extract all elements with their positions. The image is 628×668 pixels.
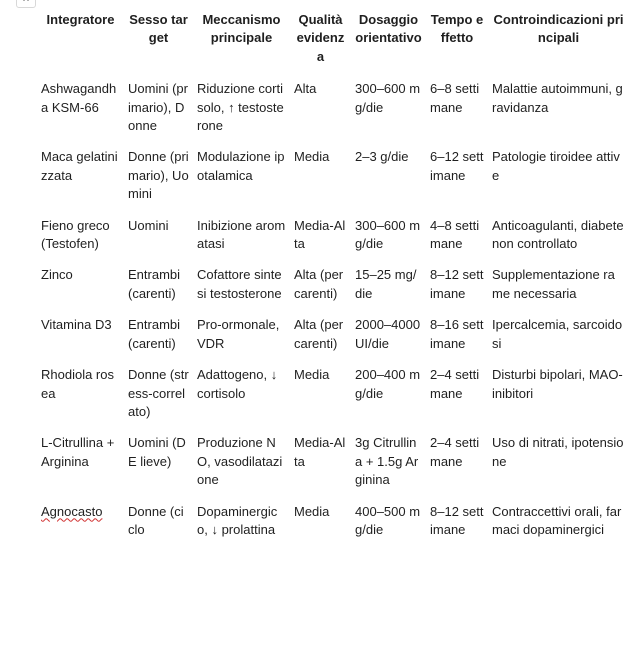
header-integratore: Integratore <box>46 12 115 27</box>
cell-tempo-effetto: 6–12 settimane <box>430 149 484 183</box>
table-drag-handle[interactable] <box>16 0 36 8</box>
cell-sesso-target: Uomini <box>128 217 169 233</box>
cell-controindicazioni: Malattie autoimmuni, gravidanza <box>492 81 623 115</box>
header-tempo-effetto: Tempo effetto <box>430 12 484 46</box>
cell-dosaggio: 3g Citrullina + 1.5g Arginina <box>355 435 419 488</box>
cell-integratore: Maca gelatinizzata <box>41 149 118 183</box>
cell-meccanismo: Produzione NO, vasodilatazione <box>197 435 283 488</box>
cell-sesso-target: Donne (ciclo <box>128 503 184 537</box>
cell-tempo-effetto: 8–12 settimane <box>430 503 484 537</box>
cell-qualita-evidenza: Media-Alta <box>294 217 346 252</box>
cell-controindicazioni: Patologie tiroidee attive <box>492 149 620 183</box>
cell-sesso-target: Donne (stress-correlato) <box>128 367 189 419</box>
cell-sesso-target: Uomini (primario), Donne <box>128 81 188 134</box>
table-header-row <box>33 11 625 80</box>
cell-dosaggio: 300–600 mg/die <box>355 217 421 252</box>
table-row <box>33 366 625 434</box>
cell-integratore: Vitamina D3 <box>41 317 112 333</box>
table-row <box>33 316 625 366</box>
cell-qualita-evidenza: Media <box>294 367 330 383</box>
cell-sesso-target: Uomini (DE lieve) <box>128 435 186 469</box>
cell-meccanismo: Inibizione aromatasi <box>197 217 286 252</box>
cell-integratore: Fieno greco (Testofen) <box>41 217 110 252</box>
header-qualita-evidenza: Qualità evidenza <box>296 12 345 64</box>
cell-integratore: L-Citrullina + Arginina <box>41 435 115 469</box>
cell-tempo-effetto: 4–8 settimane <box>430 217 480 252</box>
header-meccanismo: Meccanismo principale <box>202 12 281 46</box>
cell-controindicazioni: Anticoagulanti, diabete non controllato <box>492 217 624 252</box>
cell-integratore: Zinco <box>41 267 73 283</box>
cell-dosaggio: 2–3 g/die <box>355 149 409 165</box>
cell-meccanismo: Dopaminergico, ↓ prolattina <box>197 503 278 537</box>
cell-controindicazioni: Ipercalcemia, sarcoidosi <box>492 317 623 351</box>
cell-integratore: Agnocasto <box>41 503 103 519</box>
table-row <box>33 148 625 216</box>
cell-meccanismo: Riduzione cortisolo, ↑ testosterone <box>197 81 284 134</box>
cell-dosaggio: 300–600 mg/die <box>355 81 421 115</box>
header-dosaggio: Dosaggio orientativo <box>355 12 422 46</box>
cell-dosaggio: 2000–4000 UI/die <box>355 317 421 351</box>
cell-meccanismo: Modulazione ipotalamica <box>197 149 285 183</box>
cell-meccanismo: Pro-ormonale, VDR <box>197 317 280 351</box>
cell-sesso-target: Entrambi (carenti) <box>128 317 181 351</box>
cell-qualita-evidenza: Alta (per carenti) <box>294 267 344 301</box>
table-row <box>33 80 625 148</box>
cell-tempo-effetto: 2–4 settimane <box>430 367 480 401</box>
cell-qualita-evidenza: Alta (per carenti) <box>294 317 344 351</box>
cell-tempo-effetto: 8–12 settimane <box>430 267 484 301</box>
cell-meccanismo: Cofattore sintesi testosterone <box>197 267 282 301</box>
supplements-table <box>33 11 625 552</box>
cell-controindicazioni: Disturbi bipolari, MAO-inibitori <box>492 367 623 401</box>
cell-meccanismo: Adattogeno, ↓ cortisolo <box>197 367 278 401</box>
cell-qualita-evidenza: Alta <box>294 81 317 97</box>
cell-sesso-target: Entrambi (carenti) <box>128 267 181 301</box>
cell-qualita-evidenza: Media <box>294 149 330 165</box>
cell-controindicazioni: Uso di nitrati, ipotensione <box>492 435 624 469</box>
cell-tempo-effetto: 8–16 settimane <box>430 317 484 351</box>
cell-controindicazioni: Supplementazione rame necessaria <box>492 267 615 301</box>
cell-integratore: Ashwagandha KSM-66 <box>41 81 117 115</box>
cell-dosaggio: 400–500 mg/die <box>355 503 421 537</box>
table-row <box>33 434 625 502</box>
cell-sesso-target: Donne (primario), Uomini <box>128 149 189 202</box>
cell-integratore: Rhodiola rosea <box>41 367 114 401</box>
header-sesso-target: Sesso target <box>129 12 188 46</box>
table-row <box>33 266 625 316</box>
cell-qualita-evidenza: Media <box>294 503 330 519</box>
cell-dosaggio: 200–400 mg/die <box>355 367 421 401</box>
cell-controindicazioni: Contraccettivi orali, farmaci dopaminergici <box>492 503 622 537</box>
cell-dosaggio: 15–25 mg/die <box>355 267 417 301</box>
header-controindicazioni: Controindicazioni principali <box>493 12 624 46</box>
table-row <box>33 217 625 267</box>
cell-tempo-effetto: 2–4 settimane <box>430 435 480 469</box>
table-row <box>33 503 625 553</box>
cell-tempo-effetto: 6–8 settimane <box>430 81 480 115</box>
cell-qualita-evidenza: Media-Alta <box>294 435 346 469</box>
